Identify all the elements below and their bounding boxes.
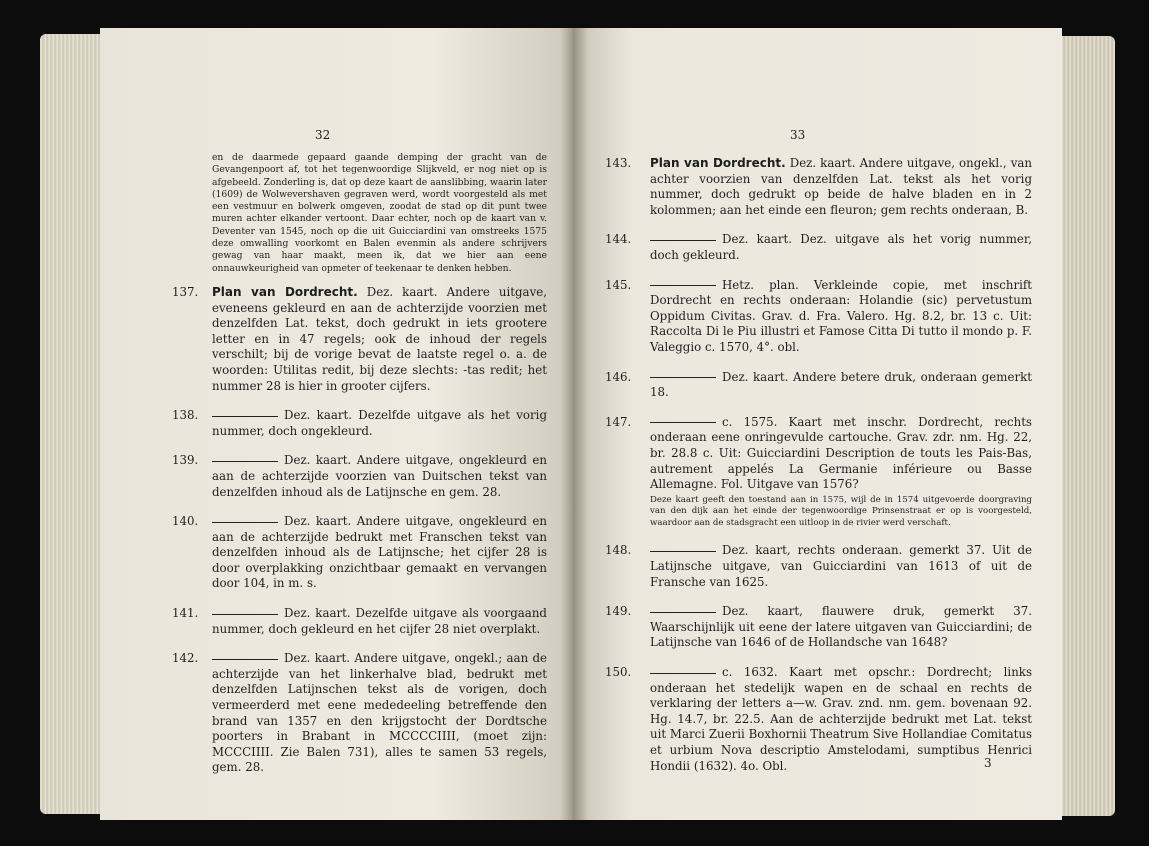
entry-text: Dez. kaart. Dezelfde uitgave als voorgaand nummer, doch gekleurd en het cijfer 28 niet overplakt. — [212, 606, 547, 636]
catalog-entry — [605, 414, 1032, 530]
entry-number: 141. — [172, 606, 199, 621]
entry-text: Dez. kaart. Dezelfde uitgave als het vorig nummer, doch ongekleurd. — [212, 408, 547, 438]
entry-number: 138. — [172, 408, 199, 423]
entry-text: Dez. kaart. Andere uitgave, ongekleurd en aan de achterzijde bedrukt met Franschen tekst van denzelfden inhoud als de Latijnsche; het cijfer 28 is door overplakking onzichtbaar gemaakt en vervangen door 104, in m. s. — [212, 514, 547, 591]
entry-text: Dez. kaart. Andere uitgave, eveneens gekleurd en aan de achterzijde voorzien met denzelfden Lat. tekst, doch gedrukt in iets grootere letter en in 47 regels; ook de inhoud der regels verschilt; bij de vorige bevat de laatste regel o. a. de woorden: Utilitas redit, bij deze slechts: -tas redit; het nummer 28 is hier in grooter cijfers. — [212, 284, 547, 393]
ditto-dash — [650, 422, 716, 423]
ditto-dash — [212, 416, 278, 417]
catalog-entry — [605, 232, 1032, 263]
ditto-dash — [650, 551, 716, 552]
ditto-dash — [212, 614, 278, 615]
right-page-edges — [1057, 36, 1115, 816]
ditto-dash — [650, 377, 716, 378]
catalog-entry — [172, 284, 547, 394]
entry-note: Deze kaart geeft den toestand aan in 1575, wijl de in 1574 uitgevoerde doorgraving van den dijk aan het einde der tegenwoordige Prinsenstraat er op is voorgesteld, waardoor aan de stadsgracht een uitloop in de rivier werd verschaft. — [650, 494, 1032, 528]
entry-title: Plan van Dordrecht. — [212, 284, 358, 299]
catalog-entry — [605, 665, 1032, 774]
entry-text: Dez. kaart, flauwere druk, gemerkt 37. Waarschijnlijk uit eene der latere uitgaven van Guicciardini; de Latijnsche van 1646 of de Hollandsche van 1648? — [650, 604, 1032, 650]
catalog-entry — [605, 277, 1032, 356]
ditto-dash — [650, 285, 716, 286]
entry-number: 145. — [605, 277, 632, 292]
entry-text: Dez. kaart. Andere betere druk, onderaan gemerkt 18. — [650, 369, 1032, 400]
entry-number: 149. — [605, 604, 632, 619]
entry-title: Plan van Dordrecht. — [650, 156, 786, 170]
catalog-entry — [172, 453, 547, 500]
entry-number: 144. — [605, 232, 632, 247]
ditto-dash — [212, 522, 278, 523]
entry-number: 140. — [172, 514, 199, 529]
right-page — [572, 28, 1062, 820]
entry-text: Dez. kaart. Andere uitgave, ongekleurd en aan de achterzijde voorzien van Duitschen tekst van denzelfden inhoud als de Latijnsche en gem. 28. — [212, 453, 547, 499]
entry-text: Hetz. plan. Verkleinde copie, met inschrift Dordrecht en rechts onderaan: Holandie (sic) pervetustum Oppidum Civitas. Grav. d. Fra. Valero. Hg. 8.2, br. 13 c. Uit: Raccolta Di le Piu illustri et Famose Citta Di tutto il mondo p. F. Valeggio c. 1570, 4°. obl. — [650, 277, 1032, 354]
entry-text: Dez. kaart. Andere uitgave, ongekl., van achter voorzien van denzelfden Lat. tekst als het vorig nummer, doch gedrukt op beide de halve bladen en in 2 kolommen; aan het einde een fleuron; gem rechts onderaan, B. — [650, 156, 1033, 217]
left-column — [172, 152, 547, 790]
ditto-dash — [650, 673, 716, 674]
entry-number: 137. — [172, 284, 199, 299]
catalog-entry — [605, 543, 1032, 590]
entry-text: Dez. kaart. Dez. uitgave als het vorig nummer, doch gekleurd. — [650, 232, 1032, 262]
entry-number: 147. — [605, 414, 632, 429]
ditto-dash — [650, 612, 716, 613]
entry-number: 146. — [605, 369, 632, 384]
open-book — [40, 28, 1115, 828]
entry-number: 150. — [605, 665, 632, 680]
page-number-right: 33 — [790, 128, 806, 142]
left-page — [100, 28, 578, 820]
entry-number: 142. — [172, 651, 199, 666]
catalog-entry — [172, 408, 547, 439]
catalog-entry — [172, 606, 547, 637]
footnote: en de daarmede gepaard gaande demping der gracht van de Gevangenpoort af, tot het tegenwoordige Slijkveld, er nog niet op is afgebeeld. Zonderling is, dat op deze kaart de aanslibbing, waarin later (1609) de Wolwevershaven gegraven werd, wordt voorgesteld als met een vestmuur en bolwerk omgeven, zoodat de stad op dit punt twee muren achter elkander vertoont. Daar echter, noch op de kaart van v. Deventer van 1545, noch op die uit Guicciardini van omstreeks 1575 deze omwalling voorkomt en Balen evenmin als andere schrijvers gewag van haar maakt, meen ik, dat we hier aan eene onnauwkeurigheid van opmeter of teekenaar te denken hebben. — [212, 152, 547, 274]
ditto-dash — [212, 461, 278, 462]
catalog-entry — [605, 604, 1032, 651]
catalog-entry — [172, 651, 547, 776]
entry-text: Dez. kaart. Andere uitgave, ongekl.; aan de achterzijde van het linkerhalve blad, bedrukt met denzelfden Latijnschen tekst als de vorigen, doch vermeerderd met eene mededeeling betreffende den brand van 1357 en den krijgstocht der Dordtsche poorters in Brabant in MCCCCIIII, (moet zijn: MCCCIIII. Zie Balen 731), alles te samen 53 regels, gem. 28. — [212, 651, 547, 775]
right-column — [605, 156, 1033, 788]
page-number-left: 32 — [315, 128, 331, 142]
entry-text: Dez. kaart, rechts onderaan. gemerkt 37. Uit de Latijnsche uitgave, van Guicciardini van 1613 of uit de Fransche van 1625. — [650, 543, 1032, 589]
entry-number: 143. — [605, 156, 632, 170]
entry-text: c. 1632. Kaart met opschr.: Dordrecht; links onderaan het stedelijk wapen en de schaal en rechts de verklaring der letters a—w. Grav. znd. nm. gem. bovenaan 92. Hg. 14.7, br. 22.5. Aan de achterzijde bedrukt met Lat. tekst uit Marci Zuerii Boxhornii Theatrum Sive Hollandiae Comitatus et urbium Nova descriptio Amstelodami, sumptibus Henrici Hondii (1632). 4o. Obl. — [650, 665, 1032, 773]
book-gutter — [560, 28, 588, 820]
entry-number: 139. — [172, 453, 199, 468]
signature-number: 3 — [984, 756, 992, 770]
entry-number: 148. — [605, 543, 632, 558]
entry-text: c. 1575. Kaart met inschr. Dordrecht, rechts onderaan eene onringevulde cartouche. Grav. zdr. nm. Hg. 22, br. 28.8 c. Uit: Guicciardini Description de touts les Pais-Bas, autrement appelés La Germanie inférieure ou Basse Allemagne. Fol. Uitgave van 1576? — [650, 414, 1032, 492]
catalog-entry — [172, 514, 547, 592]
ditto-dash — [650, 240, 716, 241]
ditto-dash — [212, 659, 278, 660]
catalog-entry — [605, 156, 1033, 218]
catalog-entry — [605, 369, 1032, 401]
